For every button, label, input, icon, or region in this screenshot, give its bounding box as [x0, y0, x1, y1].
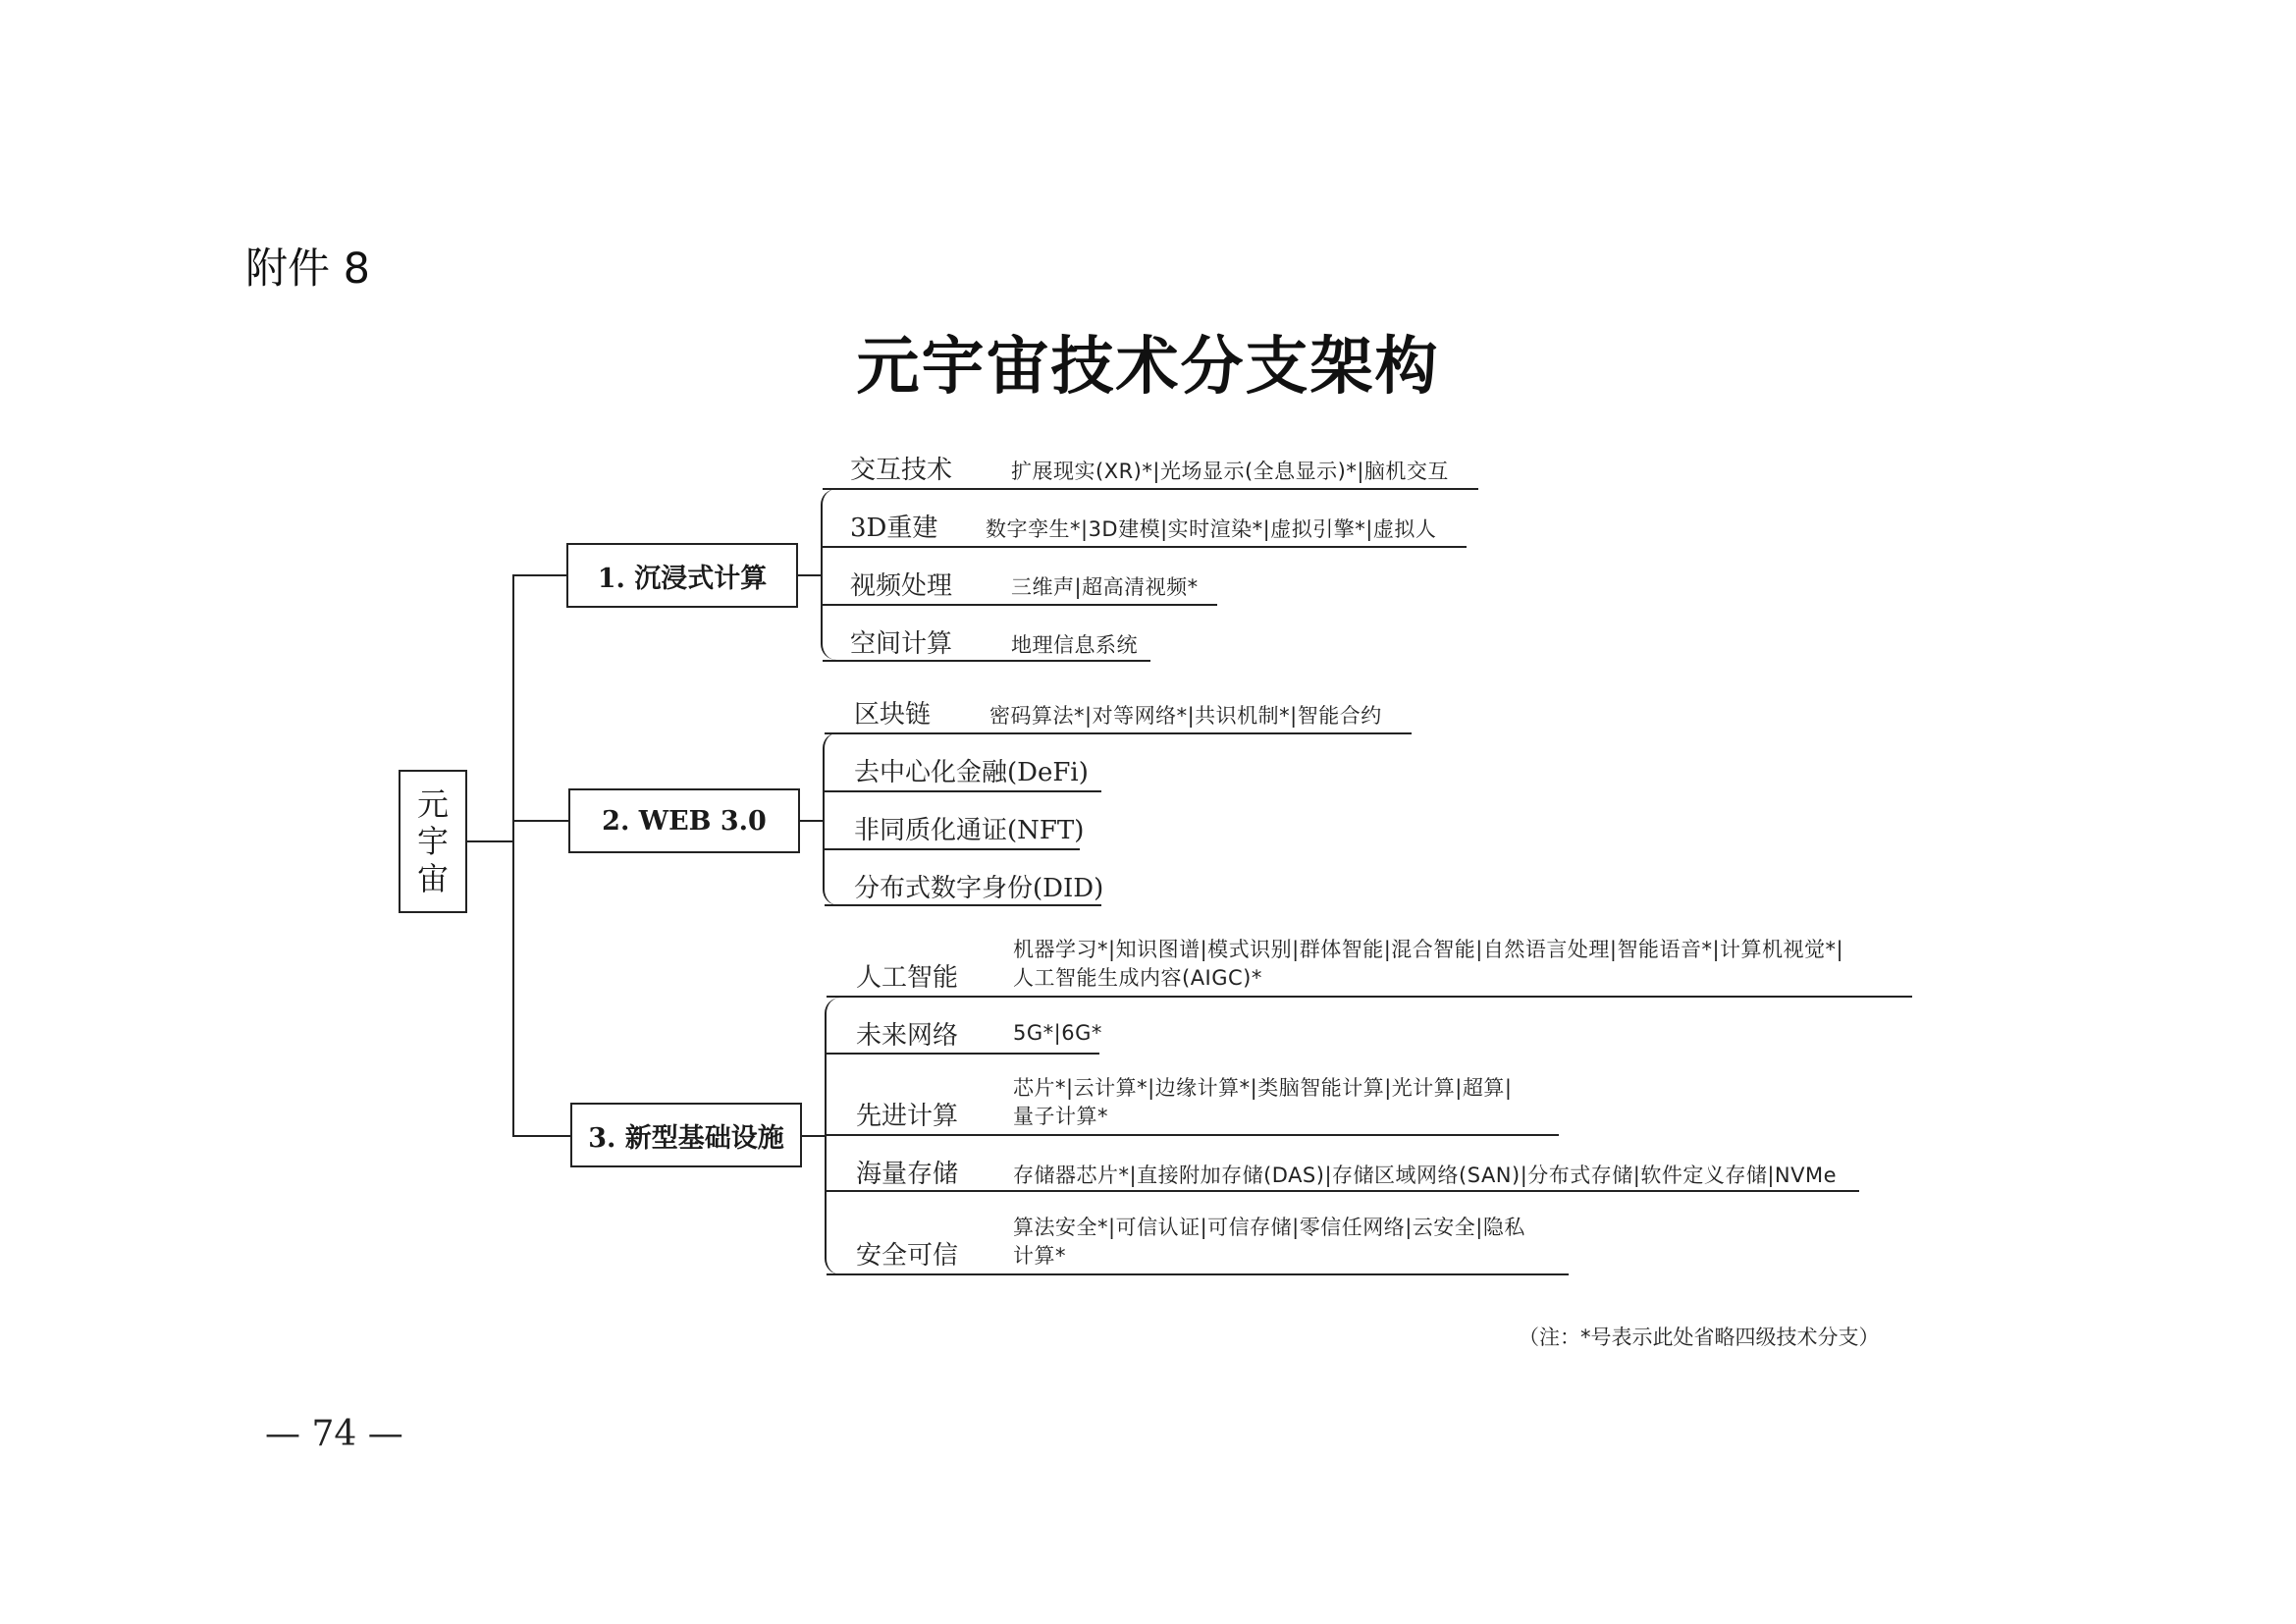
root-trunk: [512, 574, 514, 1137]
root-char: 宇: [416, 823, 449, 860]
branch-name: 视频处理: [850, 571, 953, 601]
branch-leaves: 计算*: [1013, 1244, 1066, 1268]
category-node: [570, 1103, 802, 1167]
branch-name: 未来网络: [856, 1021, 959, 1051]
branch-leaves: 机器学习*|知识图谱|模式识别|群体智能|混合智能|自然语言处理|智能语音*|计算机视觉*|: [1013, 938, 1844, 961]
branch-name: 分布式数字身份(DID): [854, 874, 1104, 903]
branch-underline: [827, 1134, 1559, 1136]
page-number: — 74 —: [265, 1414, 403, 1454]
branch-name: 先进计算: [856, 1102, 959, 1131]
branch-leaves: 地理信息系统: [1011, 633, 1138, 657]
root-stub: [467, 840, 514, 842]
category-node: [568, 788, 800, 853]
branch-leaves: 算法安全*|可信认证|可信存储|零信任网络|云安全|隐私: [1013, 1216, 1525, 1239]
branch-underline: [823, 660, 1150, 662]
branch-underline: [825, 904, 1101, 906]
branch-leaves: 数字孪生*|3D建模|实时渲染*|虚拟引擎*|虚拟人: [986, 517, 1437, 541]
attachment-label: 附件 8: [245, 244, 371, 294]
branch-name: 区块链: [854, 700, 932, 730]
branch-leaves: 三维声|超高清视频*: [1011, 575, 1199, 599]
branch-name: 安全可信: [856, 1241, 959, 1271]
branch-name: 3D重建: [850, 514, 938, 543]
category-node: [566, 543, 798, 608]
branch-brace: [821, 489, 840, 660]
branch-leaves: 量子计算*: [1013, 1105, 1108, 1128]
category-label: 2. WEB 3.0: [602, 805, 767, 837]
branch-underline: [823, 604, 1217, 606]
branch-underline: [827, 1190, 1859, 1192]
branch-underline: [825, 848, 1080, 850]
branch-underline: [823, 488, 1478, 490]
diagram-title: 元宇宙技术分支架构: [856, 330, 1440, 404]
trunk-to-cat2: [512, 820, 569, 822]
branch-name: 海量存储: [856, 1160, 959, 1189]
cat3-connector: [802, 1135, 826, 1137]
category-label: 3. 新型基础设施: [588, 1122, 784, 1154]
root-char: 宙: [416, 860, 449, 897]
branch-leaves: 密码算法*|对等网络*|共识机制*|智能合约: [989, 704, 1382, 728]
branch-name: 去中心化金融(DeFi): [854, 758, 1089, 787]
branch-underline: [825, 790, 1101, 792]
cat1-connector: [798, 574, 822, 576]
branch-brace: [825, 998, 844, 1274]
branch-underline: [827, 1273, 1569, 1275]
branch-leaves: 人工智能生成内容(AIGC)*: [1013, 966, 1262, 990]
branch-underline: [827, 1053, 1099, 1055]
cat2-connector: [800, 820, 824, 822]
footnote: （注：*号表示此处省略四级技术分支）: [1519, 1326, 1880, 1349]
root-char: 元: [416, 785, 449, 823]
branch-name: 空间计算: [850, 629, 953, 659]
branch-leaves: 存储器芯片*|直接附加存储(DAS)|存储区域网络(SAN)|分布式存储|软件定义存储|NVMe: [1013, 1164, 1838, 1187]
branch-leaves: 芯片*|云计算*|边缘计算*|类脑智能计算|光计算|超算|: [1013, 1076, 1513, 1100]
category-label: 1. 沉浸式计算: [597, 563, 768, 594]
branch-name: 交互技术: [850, 456, 953, 485]
branch-brace: [823, 732, 842, 905]
trunk-to-cat3: [512, 1135, 571, 1137]
branch-underline: [823, 546, 1467, 548]
trunk-to-cat1: [512, 574, 567, 576]
branch-leaves: 扩展现实(XR)*|光场显示(全息显示)*|脑机交互: [1011, 460, 1449, 483]
branch-underline: [827, 996, 1912, 998]
root-node: [399, 770, 467, 913]
branch-leaves: 5G*|6G*: [1013, 1021, 1102, 1045]
branch-name: 非同质化通证(NFT): [854, 816, 1085, 845]
branch-name: 人工智能: [856, 963, 959, 993]
branch-underline: [825, 732, 1412, 734]
